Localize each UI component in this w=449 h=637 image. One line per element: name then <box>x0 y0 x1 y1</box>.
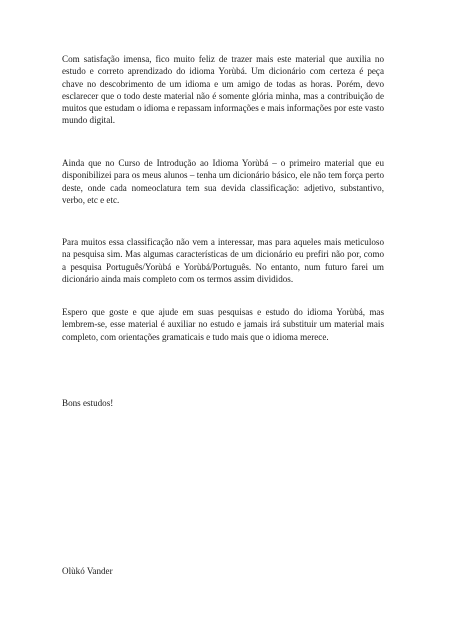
signature-text: Olùkó Vander <box>62 566 113 576</box>
signature <box>62 565 384 577</box>
paragraph-hope <box>62 306 384 343</box>
closing-line <box>62 397 384 409</box>
paragraph-classification <box>62 236 384 285</box>
paragraph-course <box>62 157 384 206</box>
paragraph-text: Com satisfação imensa, fico muito feliz de trazer mais este material que auxilia no estudo e correto aprendizado do idioma Yorùbá. Um dicionário com certeza é peça chave no descobrimento de um idioma e um amigo de todas as horas. Porém, devo esclarecer que o todo deste material não é somente glória minha, mas a contribuição de muitos que estudam o idioma e repassam informações e mais informações por este vasto mundo digital. <box>62 54 384 126</box>
paragraph-text: Espero que goste e que ajude em suas pesquisas e estudo do idioma Yorùbá, mas lembrem-se, esse material é auxiliar no estudo e jamais irá substituir um material mais completo, com orientações gramaticais e tudo mais que o idioma merece. <box>62 307 384 342</box>
closing-text: Bons estudos! <box>62 398 114 408</box>
paragraph-intro <box>62 53 384 127</box>
paragraph-text: Ainda que no Curso de Introdução ao Idioma Yorùbá – o primeiro material que eu disponibilizei para os meus alunos – tenha um dicionário básico, ele não tem força perto deste, onde cada nomeoclatura tem sua devida classificação: adjetivo, substantivo, verbo, etc e etc. <box>62 158 384 205</box>
paragraph-text: Para muitos essa classificação não vem a interessar, mas para aqueles mais meticuloso na pesquisa sim. Mas algumas características de um dicionário eu prefiri não por, como a pesquisa Português/Yorùbá e Yorùbá/Português. No entanto, num futuro farei um dicionário ainda mais completo com os termos assim divididos. <box>62 237 384 284</box>
